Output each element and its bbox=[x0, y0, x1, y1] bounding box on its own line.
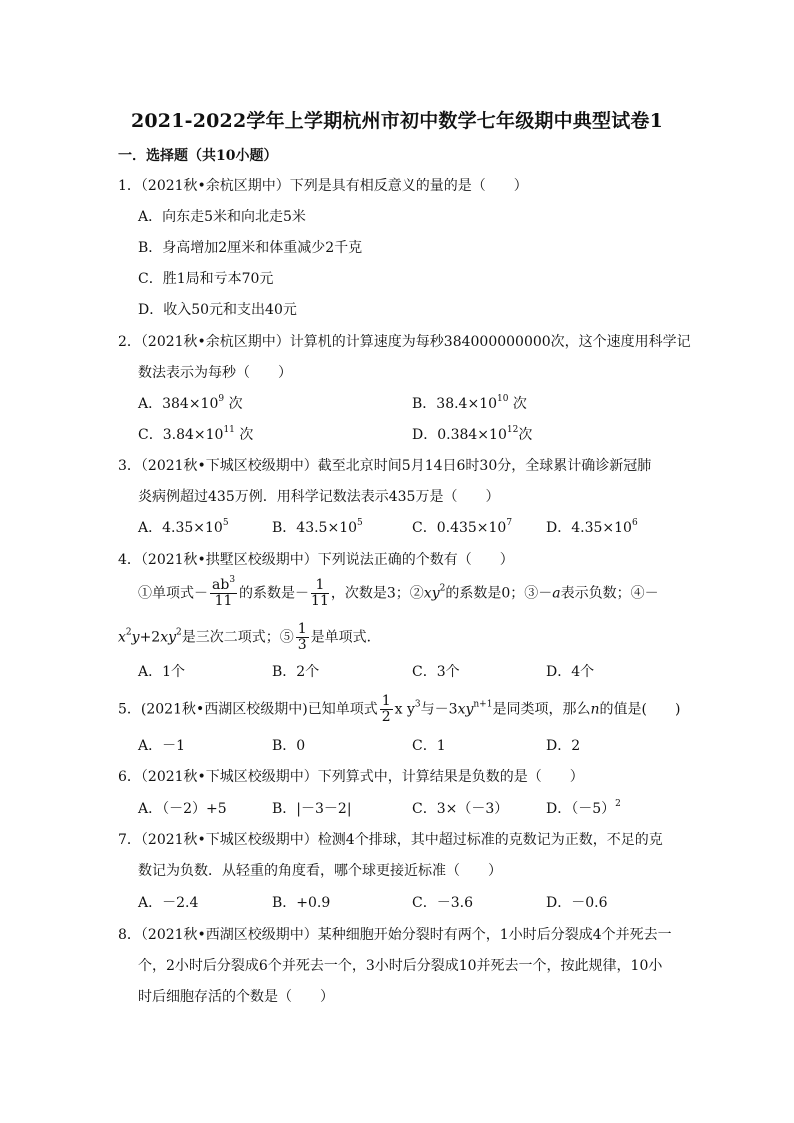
q2-option-d: D．$0.384\times 10^{12}$次 bbox=[412, 425, 533, 443]
q8-stem-line2: 个，2小时后分裂成6个并死去一个，3小时后分裂成10并死去一个，按此规律，10小 bbox=[138, 958, 663, 974]
q2-option-b: B．$38.4\times 10^{10}$ 次 bbox=[412, 394, 527, 412]
q5-stem: 5．(2021秋•西湖区校级期中)已知单项式 $\frac{1}{2}$ x $y^3$与$-3xy^{n+1}$是同类项，那么n的值是( ) bbox=[118, 693, 681, 725]
q2-stem-line2: 数法表示为每秒（ ） bbox=[138, 365, 292, 381]
q3-option-a: A．$4.35\times 10^5$ bbox=[138, 518, 229, 536]
q1-option-a: A．向东走5米和向北走5米 bbox=[138, 209, 306, 225]
q4-option-c: C．3个 bbox=[412, 664, 460, 680]
q3-stem-line1: 3．（2021秋•下城区校级期中）截至北京时间5月14日6时30分，全球累计确诊新冠肺 bbox=[118, 458, 652, 474]
q4-statements-line2: $x^2y+2xy^2$是三次二项式；⑤ $\frac{1}{3}$ 是单项式． bbox=[118, 621, 381, 653]
q2-option-a: A．$384\times 10^9$ 次 bbox=[138, 394, 243, 412]
q4-option-a: A．1个 bbox=[138, 664, 186, 680]
q1-option-d: D．收入50元和支出40元 bbox=[138, 302, 297, 318]
q4-option-d: D．4个 bbox=[546, 664, 595, 680]
q5-option-d: D．2 bbox=[546, 738, 581, 754]
q5-option-b: B．0 bbox=[272, 738, 306, 754]
section-heading: 一．选择题（共10小题） bbox=[118, 148, 278, 164]
q7-stem-line2: 数记为负数．从轻重的角度看，哪个球更接近标准（ ） bbox=[138, 863, 502, 879]
fraction-1-over-2: $\frac{1}{2}$ bbox=[381, 693, 391, 725]
q1-option-b: B．身高增加2厘米和体重减少2千克 bbox=[138, 240, 363, 256]
q6-option-c: C．3×（－3） bbox=[412, 801, 509, 817]
q4-stem: 4．（2021秋•拱墅区校级期中）下列说法正确的个数有（ ） bbox=[118, 552, 514, 568]
q3-option-d: D．$4.35\times 10^6$ bbox=[546, 518, 638, 536]
q7-option-b: B．+0.9 bbox=[272, 895, 331, 911]
fraction-1-over-3: $\frac{1}{3}$ bbox=[297, 621, 307, 653]
q3-option-b: B．$43.5\times 10^5$ bbox=[272, 518, 363, 536]
q7-option-a: A．－2.4 bbox=[138, 895, 199, 911]
q5-option-a: A．－1 bbox=[138, 738, 186, 754]
q3-option-c: C．$0.435\times 10^7$ bbox=[412, 518, 513, 536]
q6-stem: 6．（2021秋•下城区校级期中）下列算式中，计算结果是负数的是（ ） bbox=[118, 769, 584, 785]
q4-statements-line1: ①单项式－ $\frac{ab^3}{11}$ 的系数是－ $\frac{1}{11}$ ，次数是3；$②xy^2$的系数是0；③－a表示负数；④－ bbox=[138, 575, 659, 609]
q6-option-a: A．（－2）+5 bbox=[138, 801, 227, 817]
q7-option-d: D．－0.6 bbox=[546, 895, 608, 911]
fraction-ab3-over-11: $\frac{ab^3}{11}$ bbox=[212, 575, 236, 609]
q7-option-c: C．－3.6 bbox=[412, 895, 473, 911]
q4-option-b: B．2个 bbox=[272, 664, 320, 680]
q1-stem: 1．（2021秋•余杭区期中）下列是具有相反意义的量的是（ ） bbox=[118, 178, 528, 194]
q8-stem-line1: 8．（2021秋•西湖区校级期中）某种细胞开始分裂时有两个，1小时后分裂成4个并死去一 bbox=[118, 927, 672, 943]
q8-stem-line3: 时后细胞存活的个数是（ ） bbox=[138, 989, 334, 1005]
fraction-1-over-11: $\frac{1}{11}$ bbox=[311, 577, 329, 609]
q2-stem-line1: 2．（2021秋•余杭区期中）计算机的计算速度为每秒384000000000次，这个速度用科学记 bbox=[118, 334, 691, 350]
q6-option-d: D．$(-5)^2$ bbox=[546, 799, 621, 817]
page-title: 2021-2022学年上学期杭州市初中数学七年级期中典型试卷1 bbox=[130, 110, 664, 132]
q5-option-c: C．1 bbox=[412, 738, 446, 754]
q7-stem-line1: 7．（2021秋•下城区校级期中）检测4个排球，其中超过标准的克数记为正数，不足的克 bbox=[118, 832, 663, 848]
q2-option-c: C．$3.84\times 10^{11}$ 次 bbox=[138, 425, 254, 443]
q6-option-b: B．|－3－2| bbox=[272, 801, 352, 817]
q1-option-c: C．胜1局和亏本70元 bbox=[138, 271, 274, 287]
q3-stem-line2: 炎病例超过435万例．用科学记数法表示435万是（ ） bbox=[138, 489, 500, 505]
